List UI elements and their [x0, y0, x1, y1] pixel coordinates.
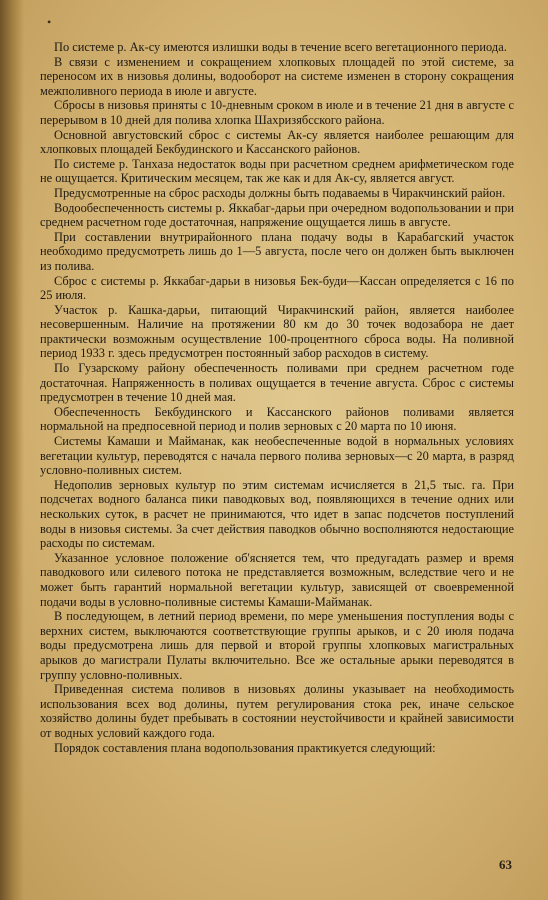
- paragraph-2: В связи с изменением и сокращением хлопковых площадей по этой системе, за переносом их в низовья долины, водооборот на системе изменен в сторону сокращения межполивного периода в июле и августе.: [40, 54, 514, 98]
- paragraph-15: Указанное условное положение об'ясняется тем, что предугадать размер и время паводкового или силевого потока не представляется возможным, вследствие чего и не может быть гарантий нормальной вегетации культур, зависящей от своевременной подачи воды в условно-поливные системы Камаши-Майманак.: [40, 550, 514, 609]
- paragraph-11: По Гузарскому району обеспеченность поливами при среднем расчетном годе достаточная. Напряженность в поливах ощущается в течение августа. Сброс с системы предусмотрен в течение 10 дней мая.: [40, 361, 514, 405]
- paragraph-12: Обеспеченность Бекбудинского и Кассанского районов поливами является нормальной на предпосевной период и полив зерновых с 20 марта по 10 июня.: [40, 404, 514, 434]
- paragraph-13: Системы Камаши и Майманак, как необеспеченные водой в нормальных условиях вегетации культур, переводятся с начала первого полива зерновых—с 20 марта, в разряд условно-поливных систем.: [40, 434, 514, 478]
- paragraph-5: По системе р. Танхаза недостаток воды при расчетном среднем арифметическом годе не ощущается. Критическим месяцем, так же как и для Ак-су, является август.: [40, 156, 514, 186]
- paragraph-7: Водообеспеченность системы р. Яккабаг-дарьи при очередном водопользовании и при среднем расчетном годе достаточная, напряжение ощущается лишь в августе.: [40, 200, 514, 230]
- paragraph-3: Сбросы в низовья приняты с 10-дневным сроком в июле и в течение 21 дня в августе с перерывом в 10 дней для полива хлопка Шахризябсского района.: [40, 98, 514, 127]
- paragraph-17: Приведенная система поливов в низовьях долины указывает на необходимость использования всех вод долины, путем регулирования стока рек, иначе сельское хозяйство долины будет пребывать в состоянии неустойчивости и крайней зависимости от водных условий каждого года.: [40, 682, 514, 740]
- paragraph-10: Участок р. Кашка-дарьи, питающий Чиракчинский район, является наиболее несовершенным. Наличие на протяжении 80 км до 30 точек водозабора не дает практически возможным осуществление 100-процентного сброса воды. На поливной период 1933 г. здесь предусмотрен постоянный забор расходов в систему.: [40, 302, 514, 361]
- paragraph-16: В последующем, в летний период времени, по мере уменьшения поступления воды с верхних систем, выключаются соответствующие группы арыков, и с 20 июля подача воды предусмотрена лишь для первой и второй группы хлопковых магистральных арыков до магистрали Пулаты включительно. Все же остальные арыки переводятся в группу условно-поливных.: [40, 609, 514, 682]
- paragraph-4: Основной августовский сброс с системы Ак-су является наиболее решающим для хлопковых площадей Бекбудинского и Кассанского районов.: [40, 127, 514, 157]
- paragraph-6: Предусмотренные на сброс расходы должны быть подаваемы в Чиракчинский район.: [54, 185, 506, 200]
- paragraph-14: Недополив зерновых культур по этим системам исчисляется в 21,5 тыс. га. При подсчетах водного баланса пики паводковых вод, появляющихся в течение одних или нескольких суток, в расчет не принимаются, что идет в запас подсчетов поступлений воды в низовья системы. За счет действия паводков обычно восполняются недостающие расходы по системам.: [40, 477, 514, 551]
- page-top-mark: •: [47, 15, 52, 29]
- page-text: [40, 40, 514, 755]
- paragraph-8: При составлении внутрирайонного плана подачу воды в Карабагский участок необходимо предусмотреть лишь до 1—5 августа, после чего он должен быть выключен из полива.: [40, 229, 514, 273]
- page-number: 63: [499, 857, 512, 872]
- paragraph-9: Сброс с системы р. Яккабаг-дарьи в низовья Бек-буди—Кассан определяется с 16 по 25 июля.: [40, 273, 514, 303]
- paragraph-18: Порядок составления плана водопользования практикуется следующий:: [54, 740, 436, 755]
- paragraph-1: По системе р. Ак-су имеются излишки воды в течение всего вегетационного периода.: [54, 40, 507, 54]
